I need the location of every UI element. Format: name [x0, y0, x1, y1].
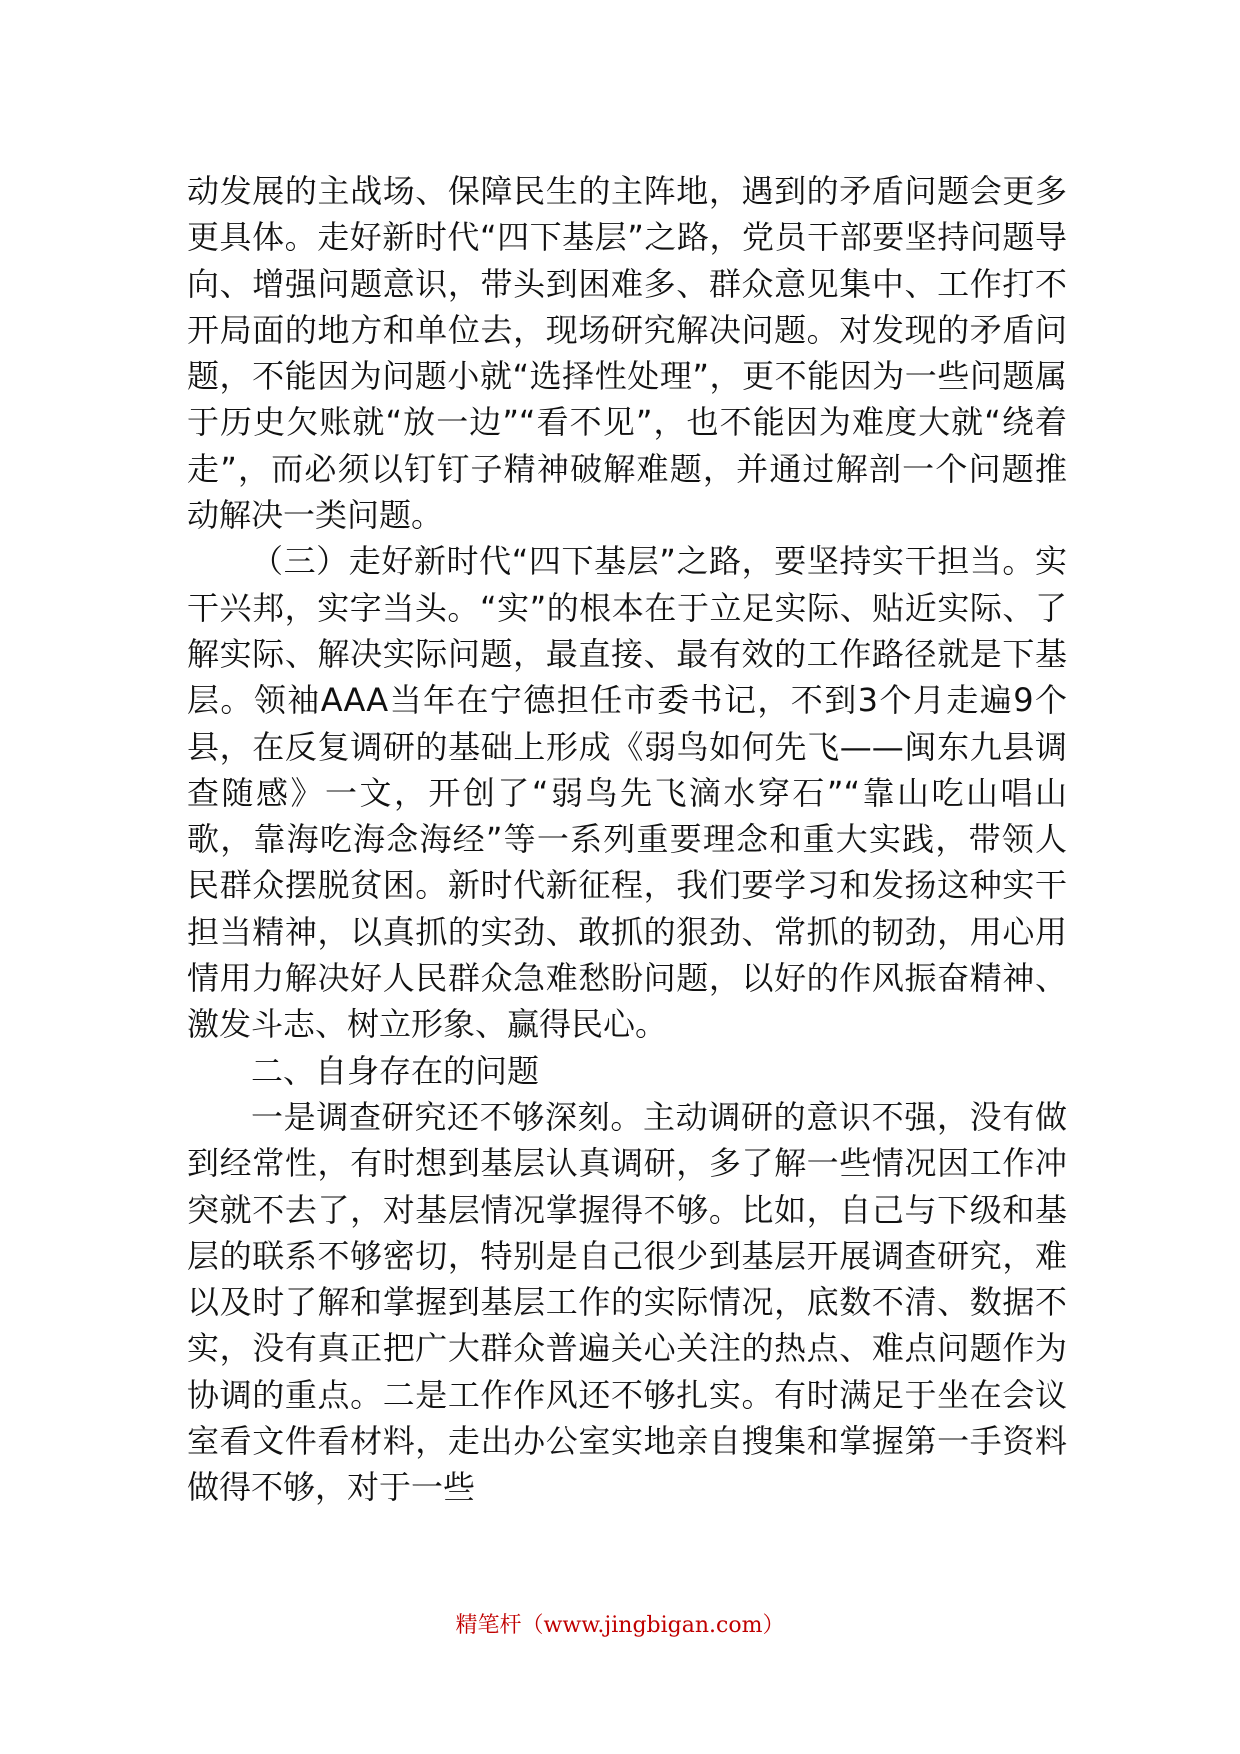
paragraph-1: 动发展的主战场、保障民生的主阵地，遇到的矛盾问题会更多更具体。走好新时代“四下基层”之路，党员干部要坚持问题导向、增强问题意识，带头到困难多、群众意见集中、工作打不开局面的地方和单位去，现场研究解决问题。对发现的矛盾问题，不能因为问题小就“选择性处理”，更不能因为一些问题属于历史欠账就“放一边”“看不见”，也不能因为难度大就“绕着走”，而必须以钉钉子精神破解难题，并通过解剖一个问题推动解决一类问题。 — [187, 172, 1067, 535]
paragraph-3: 一是调查研究还不够深刻。主动调研的意识不强，没有做到经常性，有时想到基层认真调研，多了解一些情况因工作冲突就不去了，对基层情况掌握得不够。比如，自己与下级和基层的联系不够密切，特别是自己很少到基层开展调查研究，难以及时了解和掌握到基层工作的实际情况，底数不清、数据不实，没有真正把广大群众普遍关心关注的热点、难点问题作为协调的重点。二是工作作风还不够扎实。有时满足于坐在会议室看文件看材料，走出办公室实地亲自搜集和掌握第一手资料做得不够，对于一些 — [187, 1097, 1067, 1507]
footer-watermark: 精笔杆（www.jingbigan.com） — [455, 1613, 785, 1638]
document-body — [187, 168, 1067, 1511]
section-heading: 二、自身存在的问题 — [251, 1051, 540, 1090]
paragraph-2: （三）走好新时代“四下基层”之路，要坚持实干担当。实干兴邦，实字当头。“实”的根本在于立足实际、贴近实际、了解实际、解决实际问题，最直接、最有效的工作路径就是下基层。领袖AAA当年在宁德担任市委书记，不到3个月走遍9个县，在反复调研的基础上形成《弱鸟如何先飞——闽东九县调查随感》一文，开创了“弱鸟先飞滴水穿石”“靠山吃山唱山歌，靠海吃海念海经”等一系列重要理念和重大实践，带领人民群众摆脱贫困。新时代新征程，我们要学习和发扬这种实干担当精神，以真抓的实劲、敢抓的狠劲、常抓的韧劲，用心用情用力解决好人民群众急难愁盼问题，以好的作风振奋精神、激发斗志、树立形象、赢得民心。 — [187, 542, 1067, 1044]
